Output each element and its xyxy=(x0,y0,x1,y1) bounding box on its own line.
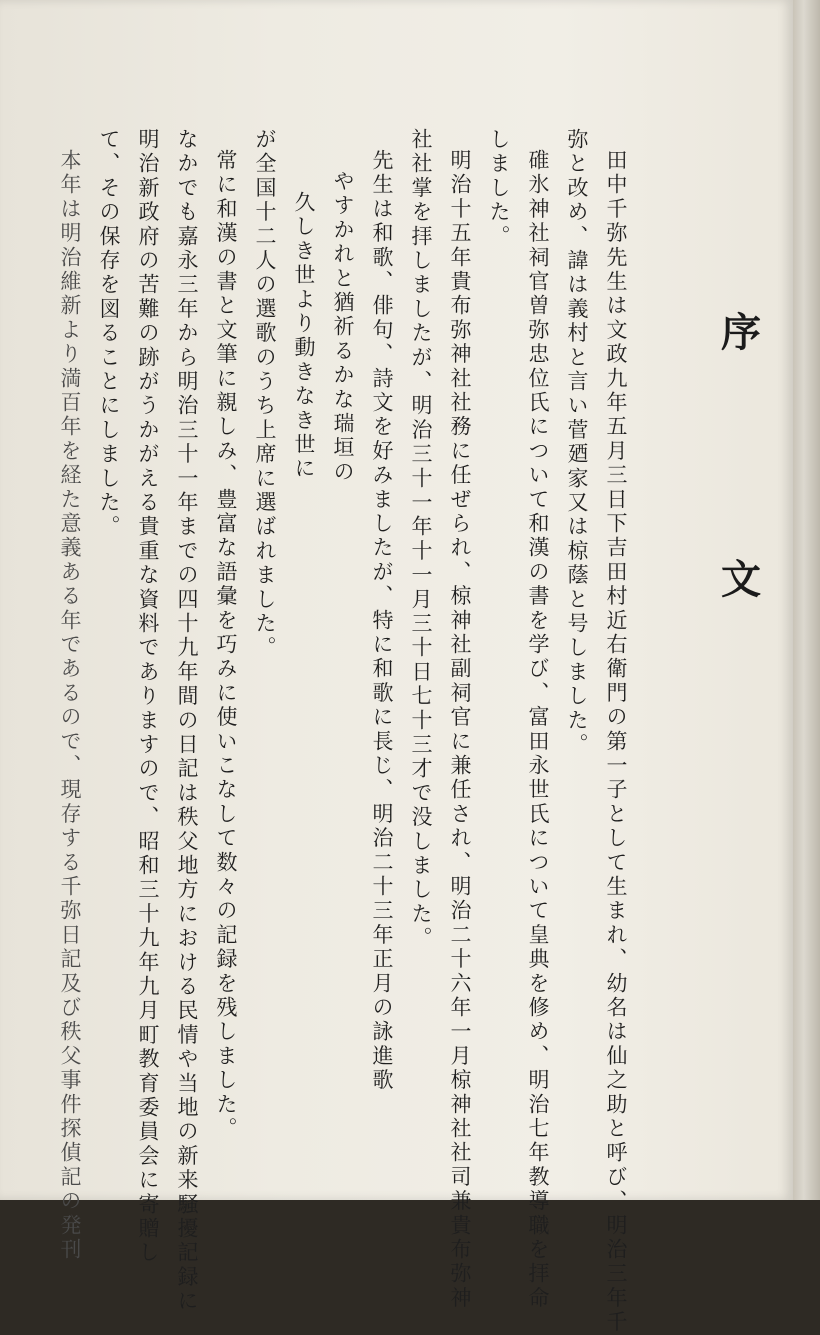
poem-line: 久しき世より動きなき世に xyxy=(292,191,316,482)
body-line: 碓氷神社祠官曽弥忠位氏について和漢の書を学び、富田永世氏について皇典を修め、明治七年教導職を拝命 xyxy=(526,149,550,1311)
body-line: 明治十五年貴布弥神社社務に任ぜられ、椋神社副祠官に兼任され、明治二十六年一月椋神社社司兼貴布弥神 xyxy=(448,149,472,1311)
poem-line: やすかれと猶祈るかな瑞垣の xyxy=(331,170,355,485)
title-char-jo: 序 xyxy=(721,309,761,356)
body-line: なかでも嘉永三年から明治三十一年までの四十九年間の日記は秩父地方における民情や当地の新来騒擾記録に xyxy=(175,128,199,1314)
body-line: しました。 xyxy=(487,128,511,249)
body-line: 明治新政府の苦難の跡がうかがえる貴重な資料でありますので、昭和三十九年九月町教育委員会に寄贈し xyxy=(136,128,160,1266)
body-line: 社社掌を拝しましたが、明治三十一年十一月三十日七十三才で没しました。 xyxy=(409,128,433,951)
body-line: 常に和漢の書と文筆に親しみ、豊富な語彙を巧みに使いこなして数々の記録を残しました。 xyxy=(214,149,238,1142)
title-char-bun: 文 xyxy=(721,556,761,603)
preface-body xyxy=(58,128,635,1335)
body-line: 本年は明治維新より満百年を経た意義ある年であるので、現存する千弥日記及び秩父事件探偵記の発刊 xyxy=(58,149,82,1263)
body-line: 田中千弥先生は文政九年五月三日下吉田村近右衛門の第一子として生まれ、幼名は仙之助と呼び、明治三年千 xyxy=(604,149,628,1335)
body-line: 先生は和歌、俳句、詩文を好みましたが、特に和歌に長じ、明治二十三年正月の詠進歌 xyxy=(370,149,394,1093)
body-line: が全国十二人の選歌のうち上席に選ばれました。 xyxy=(253,128,277,661)
body-line: て、その保存を図ることにしました。 xyxy=(97,128,121,540)
body-line: 弥と改め、諱は義村と言い菅廼家又は椋蔭と号しました。 xyxy=(565,128,589,758)
page-edge xyxy=(793,0,820,1200)
